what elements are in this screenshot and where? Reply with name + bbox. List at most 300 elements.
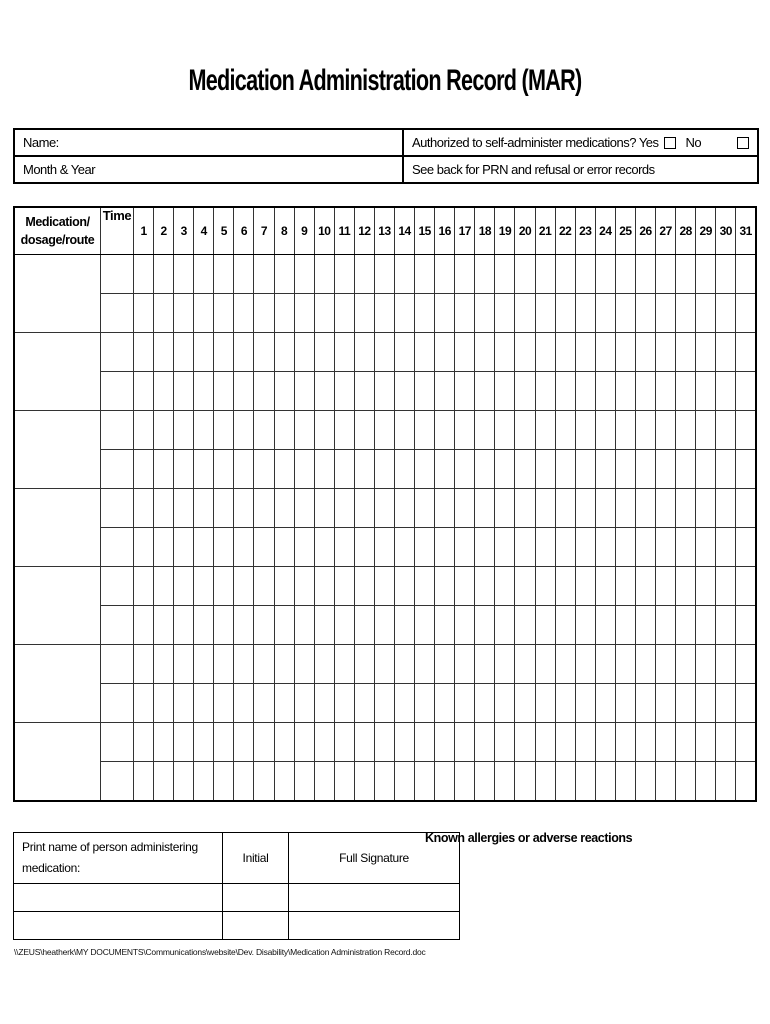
day-entry-cell[interactable]: [475, 333, 495, 372]
day-entry-cell[interactable]: [134, 255, 154, 294]
day-entry-cell[interactable]: [354, 684, 374, 723]
day-entry-cell[interactable]: [154, 606, 174, 645]
time-entry-cell[interactable]: [101, 723, 134, 762]
medication-entry-cell[interactable]: [14, 333, 101, 411]
day-entry-cell[interactable]: [736, 567, 756, 606]
day-entry-cell[interactable]: [716, 294, 736, 333]
day-entry-cell[interactable]: [736, 372, 756, 411]
day-entry-cell[interactable]: [595, 372, 615, 411]
day-entry-cell[interactable]: [154, 333, 174, 372]
day-entry-cell[interactable]: [154, 489, 174, 528]
day-entry-cell[interactable]: [214, 372, 234, 411]
day-entry-cell[interactable]: [635, 645, 655, 684]
day-entry-cell[interactable]: [535, 294, 555, 333]
day-entry-cell[interactable]: [174, 489, 194, 528]
day-entry-cell[interactable]: [214, 411, 234, 450]
day-entry-cell[interactable]: [274, 567, 294, 606]
day-entry-cell[interactable]: [716, 255, 736, 294]
day-entry-cell[interactable]: [194, 333, 214, 372]
medication-entry-cell[interactable]: [14, 645, 101, 723]
day-entry-cell[interactable]: [294, 723, 314, 762]
day-entry-cell[interactable]: [254, 255, 274, 294]
day-entry-cell[interactable]: [475, 294, 495, 333]
day-entry-cell[interactable]: [395, 372, 415, 411]
day-entry-cell[interactable]: [615, 489, 635, 528]
day-entry-cell[interactable]: [435, 528, 455, 567]
initial-entry-cell[interactable]: [223, 912, 289, 940]
day-entry-cell[interactable]: [415, 762, 435, 802]
day-entry-cell[interactable]: [716, 411, 736, 450]
day-entry-cell[interactable]: [716, 333, 736, 372]
day-entry-cell[interactable]: [435, 762, 455, 802]
day-entry-cell[interactable]: [595, 567, 615, 606]
time-entry-cell[interactable]: [101, 489, 134, 528]
day-entry-cell[interactable]: [595, 645, 615, 684]
time-entry-cell[interactable]: [101, 762, 134, 802]
day-entry-cell[interactable]: [134, 372, 154, 411]
day-entry-cell[interactable]: [475, 645, 495, 684]
day-entry-cell[interactable]: [194, 606, 214, 645]
day-entry-cell[interactable]: [354, 528, 374, 567]
day-entry-cell[interactable]: [676, 411, 696, 450]
day-entry-cell[interactable]: [154, 567, 174, 606]
day-entry-cell[interactable]: [415, 723, 435, 762]
day-entry-cell[interactable]: [475, 489, 495, 528]
day-entry-cell[interactable]: [374, 567, 394, 606]
day-entry-cell[interactable]: [736, 333, 756, 372]
time-entry-cell[interactable]: [101, 255, 134, 294]
day-entry-cell[interactable]: [696, 528, 716, 567]
day-entry-cell[interactable]: [615, 645, 635, 684]
day-entry-cell[interactable]: [555, 450, 575, 489]
day-entry-cell[interactable]: [435, 723, 455, 762]
day-entry-cell[interactable]: [154, 645, 174, 684]
day-entry-cell[interactable]: [214, 762, 234, 802]
day-entry-cell[interactable]: [274, 450, 294, 489]
day-entry-cell[interactable]: [415, 411, 435, 450]
day-entry-cell[interactable]: [676, 255, 696, 294]
day-entry-cell[interactable]: [555, 255, 575, 294]
time-entry-cell[interactable]: [101, 294, 134, 333]
day-entry-cell[interactable]: [194, 762, 214, 802]
day-entry-cell[interactable]: [455, 411, 475, 450]
day-entry-cell[interactable]: [575, 450, 595, 489]
day-entry-cell[interactable]: [656, 645, 676, 684]
day-entry-cell[interactable]: [294, 762, 314, 802]
day-entry-cell[interactable]: [475, 762, 495, 802]
day-entry-cell[interactable]: [676, 489, 696, 528]
day-entry-cell[interactable]: [334, 762, 354, 802]
day-entry-cell[interactable]: [676, 450, 696, 489]
day-entry-cell[interactable]: [435, 450, 455, 489]
day-entry-cell[interactable]: [314, 684, 334, 723]
day-entry-cell[interactable]: [495, 255, 515, 294]
day-entry-cell[interactable]: [615, 762, 635, 802]
day-entry-cell[interactable]: [676, 606, 696, 645]
day-entry-cell[interactable]: [656, 684, 676, 723]
month-year-field-cell[interactable]: [14, 156, 403, 183]
day-entry-cell[interactable]: [314, 294, 334, 333]
day-entry-cell[interactable]: [615, 567, 635, 606]
day-entry-cell[interactable]: [194, 645, 214, 684]
full-signature-entry-cell[interactable]: [289, 884, 460, 912]
day-entry-cell[interactable]: [495, 684, 515, 723]
day-entry-cell[interactable]: [334, 723, 354, 762]
day-entry-cell[interactable]: [575, 333, 595, 372]
day-entry-cell[interactable]: [736, 411, 756, 450]
day-entry-cell[interactable]: [395, 294, 415, 333]
day-entry-cell[interactable]: [455, 645, 475, 684]
day-entry-cell[interactable]: [716, 528, 736, 567]
day-entry-cell[interactable]: [495, 606, 515, 645]
day-entry-cell[interactable]: [154, 411, 174, 450]
day-entry-cell[interactable]: [174, 606, 194, 645]
day-entry-cell[interactable]: [254, 684, 274, 723]
day-entry-cell[interactable]: [696, 645, 716, 684]
day-entry-cell[interactable]: [374, 723, 394, 762]
day-entry-cell[interactable]: [435, 255, 455, 294]
day-entry-cell[interactable]: [656, 411, 676, 450]
day-entry-cell[interactable]: [495, 723, 515, 762]
time-entry-cell[interactable]: [101, 450, 134, 489]
day-entry-cell[interactable]: [214, 255, 234, 294]
day-entry-cell[interactable]: [415, 684, 435, 723]
day-entry-cell[interactable]: [515, 645, 535, 684]
day-entry-cell[interactable]: [134, 528, 154, 567]
day-entry-cell[interactable]: [395, 255, 415, 294]
day-entry-cell[interactable]: [154, 294, 174, 333]
day-entry-cell[interactable]: [595, 333, 615, 372]
day-entry-cell[interactable]: [595, 528, 615, 567]
day-entry-cell[interactable]: [435, 606, 455, 645]
day-entry-cell[interactable]: [214, 294, 234, 333]
day-entry-cell[interactable]: [455, 372, 475, 411]
day-entry-cell[interactable]: [274, 333, 294, 372]
day-entry-cell[interactable]: [395, 528, 415, 567]
day-entry-cell[interactable]: [395, 489, 415, 528]
day-entry-cell[interactable]: [495, 489, 515, 528]
day-entry-cell[interactable]: [435, 411, 455, 450]
day-entry-cell[interactable]: [455, 684, 475, 723]
day-entry-cell[interactable]: [354, 606, 374, 645]
day-entry-cell[interactable]: [274, 645, 294, 684]
day-entry-cell[interactable]: [174, 723, 194, 762]
day-entry-cell[interactable]: [736, 684, 756, 723]
day-entry-cell[interactable]: [515, 489, 535, 528]
day-entry-cell[interactable]: [595, 606, 615, 645]
day-entry-cell[interactable]: [515, 411, 535, 450]
day-entry-cell[interactable]: [635, 372, 655, 411]
day-entry-cell[interactable]: [696, 489, 716, 528]
day-entry-cell[interactable]: [374, 294, 394, 333]
day-entry-cell[interactable]: [475, 255, 495, 294]
initial-entry-cell[interactable]: [223, 884, 289, 912]
day-entry-cell[interactable]: [374, 411, 394, 450]
day-entry-cell[interactable]: [294, 411, 314, 450]
day-entry-cell[interactable]: [314, 567, 334, 606]
day-entry-cell[interactable]: [575, 606, 595, 645]
day-entry-cell[interactable]: [254, 333, 274, 372]
day-entry-cell[interactable]: [134, 333, 154, 372]
day-entry-cell[interactable]: [656, 372, 676, 411]
day-entry-cell[interactable]: [134, 411, 154, 450]
day-entry-cell[interactable]: [314, 762, 334, 802]
time-entry-cell[interactable]: [101, 684, 134, 723]
day-entry-cell[interactable]: [415, 645, 435, 684]
day-entry-cell[interactable]: [174, 372, 194, 411]
day-entry-cell[interactable]: [374, 645, 394, 684]
yes-checkbox[interactable]: [664, 137, 676, 149]
day-entry-cell[interactable]: [274, 255, 294, 294]
day-entry-cell[interactable]: [134, 606, 154, 645]
day-entry-cell[interactable]: [555, 411, 575, 450]
day-entry-cell[interactable]: [515, 450, 535, 489]
day-entry-cell[interactable]: [415, 372, 435, 411]
day-entry-cell[interactable]: [334, 645, 354, 684]
day-entry-cell[interactable]: [475, 684, 495, 723]
day-entry-cell[interactable]: [194, 528, 214, 567]
day-entry-cell[interactable]: [294, 567, 314, 606]
day-entry-cell[interactable]: [294, 645, 314, 684]
day-entry-cell[interactable]: [736, 762, 756, 802]
day-entry-cell[interactable]: [575, 411, 595, 450]
day-entry-cell[interactable]: [354, 294, 374, 333]
day-entry-cell[interactable]: [314, 528, 334, 567]
print-name-entry-cell[interactable]: [14, 884, 223, 912]
day-entry-cell[interactable]: [134, 450, 154, 489]
day-entry-cell[interactable]: [194, 723, 214, 762]
day-entry-cell[interactable]: [174, 255, 194, 294]
day-entry-cell[interactable]: [395, 723, 415, 762]
day-entry-cell[interactable]: [676, 372, 696, 411]
day-entry-cell[interactable]: [495, 528, 515, 567]
day-entry-cell[interactable]: [535, 645, 555, 684]
day-entry-cell[interactable]: [635, 762, 655, 802]
day-entry-cell[interactable]: [535, 333, 555, 372]
day-entry-cell[interactable]: [374, 762, 394, 802]
day-entry-cell[interactable]: [615, 294, 635, 333]
day-entry-cell[interactable]: [134, 645, 154, 684]
day-entry-cell[interactable]: [455, 567, 475, 606]
full-signature-entry-cell[interactable]: [289, 912, 460, 940]
print-name-entry-cell[interactable]: [14, 912, 223, 940]
day-entry-cell[interactable]: [736, 645, 756, 684]
day-entry-cell[interactable]: [635, 255, 655, 294]
day-entry-cell[interactable]: [395, 411, 415, 450]
medication-entry-cell[interactable]: [14, 255, 101, 333]
day-entry-cell[interactable]: [334, 606, 354, 645]
day-entry-cell[interactable]: [635, 567, 655, 606]
day-entry-cell[interactable]: [555, 723, 575, 762]
day-entry-cell[interactable]: [214, 606, 234, 645]
day-entry-cell[interactable]: [374, 489, 394, 528]
day-entry-cell[interactable]: [555, 684, 575, 723]
day-entry-cell[interactable]: [194, 489, 214, 528]
day-entry-cell[interactable]: [374, 528, 394, 567]
day-entry-cell[interactable]: [736, 489, 756, 528]
day-entry-cell[interactable]: [495, 411, 515, 450]
day-entry-cell[interactable]: [214, 450, 234, 489]
day-entry-cell[interactable]: [234, 489, 254, 528]
day-entry-cell[interactable]: [656, 489, 676, 528]
day-entry-cell[interactable]: [615, 450, 635, 489]
day-entry-cell[interactable]: [134, 489, 154, 528]
day-entry-cell[interactable]: [555, 567, 575, 606]
day-entry-cell[interactable]: [716, 450, 736, 489]
day-entry-cell[interactable]: [615, 528, 635, 567]
day-entry-cell[interactable]: [214, 489, 234, 528]
day-entry-cell[interactable]: [555, 489, 575, 528]
day-entry-cell[interactable]: [154, 372, 174, 411]
day-entry-cell[interactable]: [234, 450, 254, 489]
day-entry-cell[interactable]: [676, 333, 696, 372]
day-entry-cell[interactable]: [656, 450, 676, 489]
day-entry-cell[interactable]: [314, 255, 334, 294]
day-entry-cell[interactable]: [696, 762, 716, 802]
day-entry-cell[interactable]: [696, 567, 716, 606]
day-entry-cell[interactable]: [274, 489, 294, 528]
day-entry-cell[interactable]: [535, 723, 555, 762]
day-entry-cell[interactable]: [395, 567, 415, 606]
day-entry-cell[interactable]: [595, 255, 615, 294]
day-entry-cell[interactable]: [254, 528, 274, 567]
day-entry-cell[interactable]: [455, 723, 475, 762]
day-entry-cell[interactable]: [435, 567, 455, 606]
day-entry-cell[interactable]: [595, 723, 615, 762]
day-entry-cell[interactable]: [696, 606, 716, 645]
day-entry-cell[interactable]: [274, 528, 294, 567]
day-entry-cell[interactable]: [475, 606, 495, 645]
day-entry-cell[interactable]: [294, 333, 314, 372]
day-entry-cell[interactable]: [334, 450, 354, 489]
day-entry-cell[interactable]: [696, 255, 716, 294]
day-entry-cell[interactable]: [696, 333, 716, 372]
day-entry-cell[interactable]: [736, 723, 756, 762]
day-entry-cell[interactable]: [254, 450, 274, 489]
day-entry-cell[interactable]: [374, 450, 394, 489]
day-entry-cell[interactable]: [515, 684, 535, 723]
day-entry-cell[interactable]: [334, 567, 354, 606]
day-entry-cell[interactable]: [656, 528, 676, 567]
day-entry-cell[interactable]: [134, 723, 154, 762]
time-entry-cell[interactable]: [101, 567, 134, 606]
day-entry-cell[interactable]: [696, 723, 716, 762]
day-entry-cell[interactable]: [334, 411, 354, 450]
day-entry-cell[interactable]: [455, 255, 475, 294]
day-entry-cell[interactable]: [314, 450, 334, 489]
day-entry-cell[interactable]: [535, 411, 555, 450]
day-entry-cell[interactable]: [254, 567, 274, 606]
day-entry-cell[interactable]: [294, 489, 314, 528]
day-entry-cell[interactable]: [475, 567, 495, 606]
day-entry-cell[interactable]: [194, 294, 214, 333]
day-entry-cell[interactable]: [455, 489, 475, 528]
day-entry-cell[interactable]: [515, 567, 535, 606]
time-entry-cell[interactable]: [101, 645, 134, 684]
day-entry-cell[interactable]: [214, 684, 234, 723]
day-entry-cell[interactable]: [515, 372, 535, 411]
day-entry-cell[interactable]: [575, 684, 595, 723]
day-entry-cell[interactable]: [254, 489, 274, 528]
day-entry-cell[interactable]: [274, 684, 294, 723]
day-entry-cell[interactable]: [174, 645, 194, 684]
day-entry-cell[interactable]: [415, 528, 435, 567]
day-entry-cell[interactable]: [575, 294, 595, 333]
day-entry-cell[interactable]: [194, 450, 214, 489]
day-entry-cell[interactable]: [254, 723, 274, 762]
day-entry-cell[interactable]: [254, 645, 274, 684]
day-entry-cell[interactable]: [274, 411, 294, 450]
day-entry-cell[interactable]: [495, 372, 515, 411]
day-entry-cell[interactable]: [716, 684, 736, 723]
day-entry-cell[interactable]: [595, 450, 615, 489]
day-entry-cell[interactable]: [234, 723, 254, 762]
medication-entry-cell[interactable]: [14, 489, 101, 567]
day-entry-cell[interactable]: [134, 294, 154, 333]
medication-entry-cell[interactable]: [14, 567, 101, 645]
day-entry-cell[interactable]: [294, 528, 314, 567]
day-entry-cell[interactable]: [595, 762, 615, 802]
day-entry-cell[interactable]: [395, 762, 415, 802]
day-entry-cell[interactable]: [314, 645, 334, 684]
day-entry-cell[interactable]: [415, 294, 435, 333]
day-entry-cell[interactable]: [656, 294, 676, 333]
day-entry-cell[interactable]: [274, 294, 294, 333]
day-entry-cell[interactable]: [455, 333, 475, 372]
day-entry-cell[interactable]: [234, 255, 254, 294]
day-entry-cell[interactable]: [656, 762, 676, 802]
day-entry-cell[interactable]: [395, 450, 415, 489]
day-entry-cell[interactable]: [274, 606, 294, 645]
day-entry-cell[interactable]: [676, 762, 696, 802]
day-entry-cell[interactable]: [455, 762, 475, 802]
day-entry-cell[interactable]: [635, 723, 655, 762]
day-entry-cell[interactable]: [254, 762, 274, 802]
day-entry-cell[interactable]: [595, 294, 615, 333]
day-entry-cell[interactable]: [134, 762, 154, 802]
day-entry-cell[interactable]: [314, 489, 334, 528]
day-entry-cell[interactable]: [475, 411, 495, 450]
day-entry-cell[interactable]: [334, 528, 354, 567]
day-entry-cell[interactable]: [475, 528, 495, 567]
day-entry-cell[interactable]: [214, 528, 234, 567]
time-entry-cell[interactable]: [101, 372, 134, 411]
day-entry-cell[interactable]: [234, 567, 254, 606]
day-entry-cell[interactable]: [354, 255, 374, 294]
day-entry-cell[interactable]: [495, 294, 515, 333]
day-entry-cell[interactable]: [154, 528, 174, 567]
day-entry-cell[interactable]: [415, 606, 435, 645]
day-entry-cell[interactable]: [515, 528, 535, 567]
day-entry-cell[interactable]: [435, 489, 455, 528]
day-entry-cell[interactable]: [314, 372, 334, 411]
day-entry-cell[interactable]: [455, 606, 475, 645]
day-entry-cell[interactable]: [475, 450, 495, 489]
day-entry-cell[interactable]: [555, 528, 575, 567]
day-entry-cell[interactable]: [395, 645, 415, 684]
day-entry-cell[interactable]: [555, 333, 575, 372]
day-entry-cell[interactable]: [696, 411, 716, 450]
day-entry-cell[interactable]: [374, 684, 394, 723]
time-entry-cell[interactable]: [101, 606, 134, 645]
day-entry-cell[interactable]: [495, 333, 515, 372]
day-entry-cell[interactable]: [354, 411, 374, 450]
day-entry-cell[interactable]: [515, 255, 535, 294]
day-entry-cell[interactable]: [515, 723, 535, 762]
day-entry-cell[interactable]: [615, 255, 635, 294]
day-entry-cell[interactable]: [334, 684, 354, 723]
day-entry-cell[interactable]: [154, 723, 174, 762]
